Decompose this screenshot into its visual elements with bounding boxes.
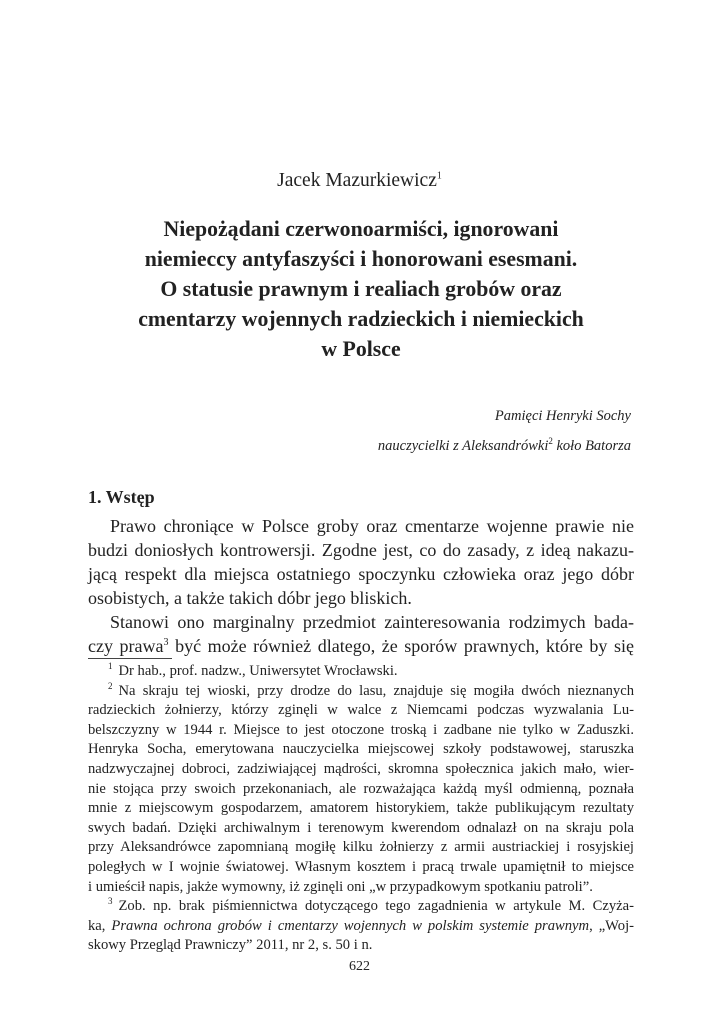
- footnote-line: swych badań. Dzięki archiwalnym i terenowym kwerendom odnalazł on na skraju pola: [88, 819, 634, 836]
- footnote-text: Zob. np. brak piśmiennictwa dotyczącego tego zagadnienia w artykule M. Czyża-: [118, 898, 634, 915]
- title-line: cmentarzy wojennych radzieckich i niemieckich: [138, 307, 584, 331]
- dedication-line-1: Pamięci Henryki Sochy: [494, 408, 631, 424]
- footnotes: [88, 662, 634, 956]
- footnote-separator: [88, 658, 172, 659]
- footnote-line: przy Aleksandrówce zapomnianą mogiłę kilku żołnierzy z armii austriackiej i rosyjskiej: [88, 839, 634, 856]
- footnote-line: Henryka Socha, emerytowana nauczycielka miejscowej szkoły podstawowej, staruszka: [88, 741, 634, 758]
- body-line: [88, 634, 634, 658]
- footnote-line: radzieckich żołnierzy, którzy zginęli w walce z Niemcami podczas wyzwalania Lu-: [88, 702, 634, 719]
- dedication-footnote-mark[interactable]: 2: [548, 436, 553, 446]
- footnote-2: [88, 682, 634, 702]
- author-line: [0, 170, 719, 192]
- footnote-1: [88, 662, 634, 682]
- title-line: niemieccy antyfaszyści i honorowani esesmani.: [144, 247, 578, 271]
- dedication-text: nauczycielki z Aleksandrówki: [377, 437, 549, 454]
- footnote-text: ka,: [88, 917, 112, 934]
- footnote-line: nadzwyczajnej dobroci, zadziwiającej mądrości, skromna społecznica jakich mało, wier-: [88, 760, 634, 777]
- footnote-text: , „Woj-: [589, 917, 634, 934]
- body-text-run: czy prawa: [88, 636, 164, 656]
- body-line: osobistych, a także takich dóbr jego bliskich.: [88, 588, 412, 608]
- title-line: O statusie prawnym i realiach grobów oraz: [160, 277, 562, 301]
- footnote-line: i umieścił napis, jakże wymowny, iż zginęli oni „w przypadkowym spotkaniu patroli”.: [88, 878, 593, 895]
- author-name: Jacek Mazurkiewicz: [277, 170, 437, 191]
- body-line: Stanowi ono marginalny przedmiot zainteresowania rodzimych bada-: [110, 612, 634, 632]
- cited-title: Prawna ochrona grobów i cmentarzy wojennych w polskim systemie prawnym: [111, 917, 590, 934]
- section-heading: 1. Wstęp: [88, 487, 155, 507]
- footnote-line: mnie z miejscowym gospodarzem, amatorem historykiem, także publikującym rezultaty: [88, 800, 634, 817]
- body-line: Prawo chroniące w Polsce groby oraz cmentarze wojenne prawie nie: [110, 516, 634, 536]
- footnote-line: skowy Przegląd Prawniczy” 2011, nr 2, s. 50 i n.: [88, 937, 373, 954]
- body-text-run: być może również dlatego, że sporów prawnych, które by się: [168, 636, 634, 656]
- page-number: 622: [349, 959, 370, 974]
- author-footnote-mark[interactable]: 1: [436, 170, 442, 182]
- footnote-3: [88, 897, 634, 917]
- footnote-line: belszczyzny w 1944 r. Miejsce to jest otoczone troską i zadbane nie tylko w Zaduszki.: [88, 721, 634, 738]
- body-line: budzi doniosłych kontrowersji. Zgodne jest, co do zasady, z ideą nakazu-: [88, 540, 634, 560]
- footnote-text: Na skraju tej wioski, przy drodze do lasu, znajduje się mogiła dwóch nieznanych: [118, 682, 634, 699]
- article-title: [88, 214, 634, 364]
- footnote-mark: 3: [108, 896, 113, 907]
- body-line: jącą respekt dla miejsca ostatniego spoczynku człowieka oraz jego dóbr: [88, 564, 634, 584]
- footnote-line: nie stojąca przy swoich przekonaniach, ale rozważająca każdą myśl odmienną, poznała: [88, 780, 634, 797]
- dedication-line-2: [378, 429, 631, 459]
- footnote-line: [88, 917, 634, 937]
- footnote-text: Dr hab., prof. nadzw., Uniwersytet Wrocławski.: [118, 663, 398, 679]
- footnote-line: poległych w I wojnie światowej. Własnym kosztem i pracą trwale upamiętnił to miejsce: [88, 858, 634, 875]
- footnote-mark: 2: [108, 680, 113, 691]
- dedication-text: koło Batorza: [552, 437, 631, 454]
- dedication: [378, 404, 631, 459]
- body-footnote-mark[interactable]: 3: [163, 637, 169, 648]
- title-line: w Polsce: [321, 337, 401, 361]
- body-text: [88, 514, 634, 658]
- title-line: Niepożądani czerwonoarmiści, ignorowani: [163, 217, 559, 241]
- footnote-mark: 1: [108, 661, 113, 672]
